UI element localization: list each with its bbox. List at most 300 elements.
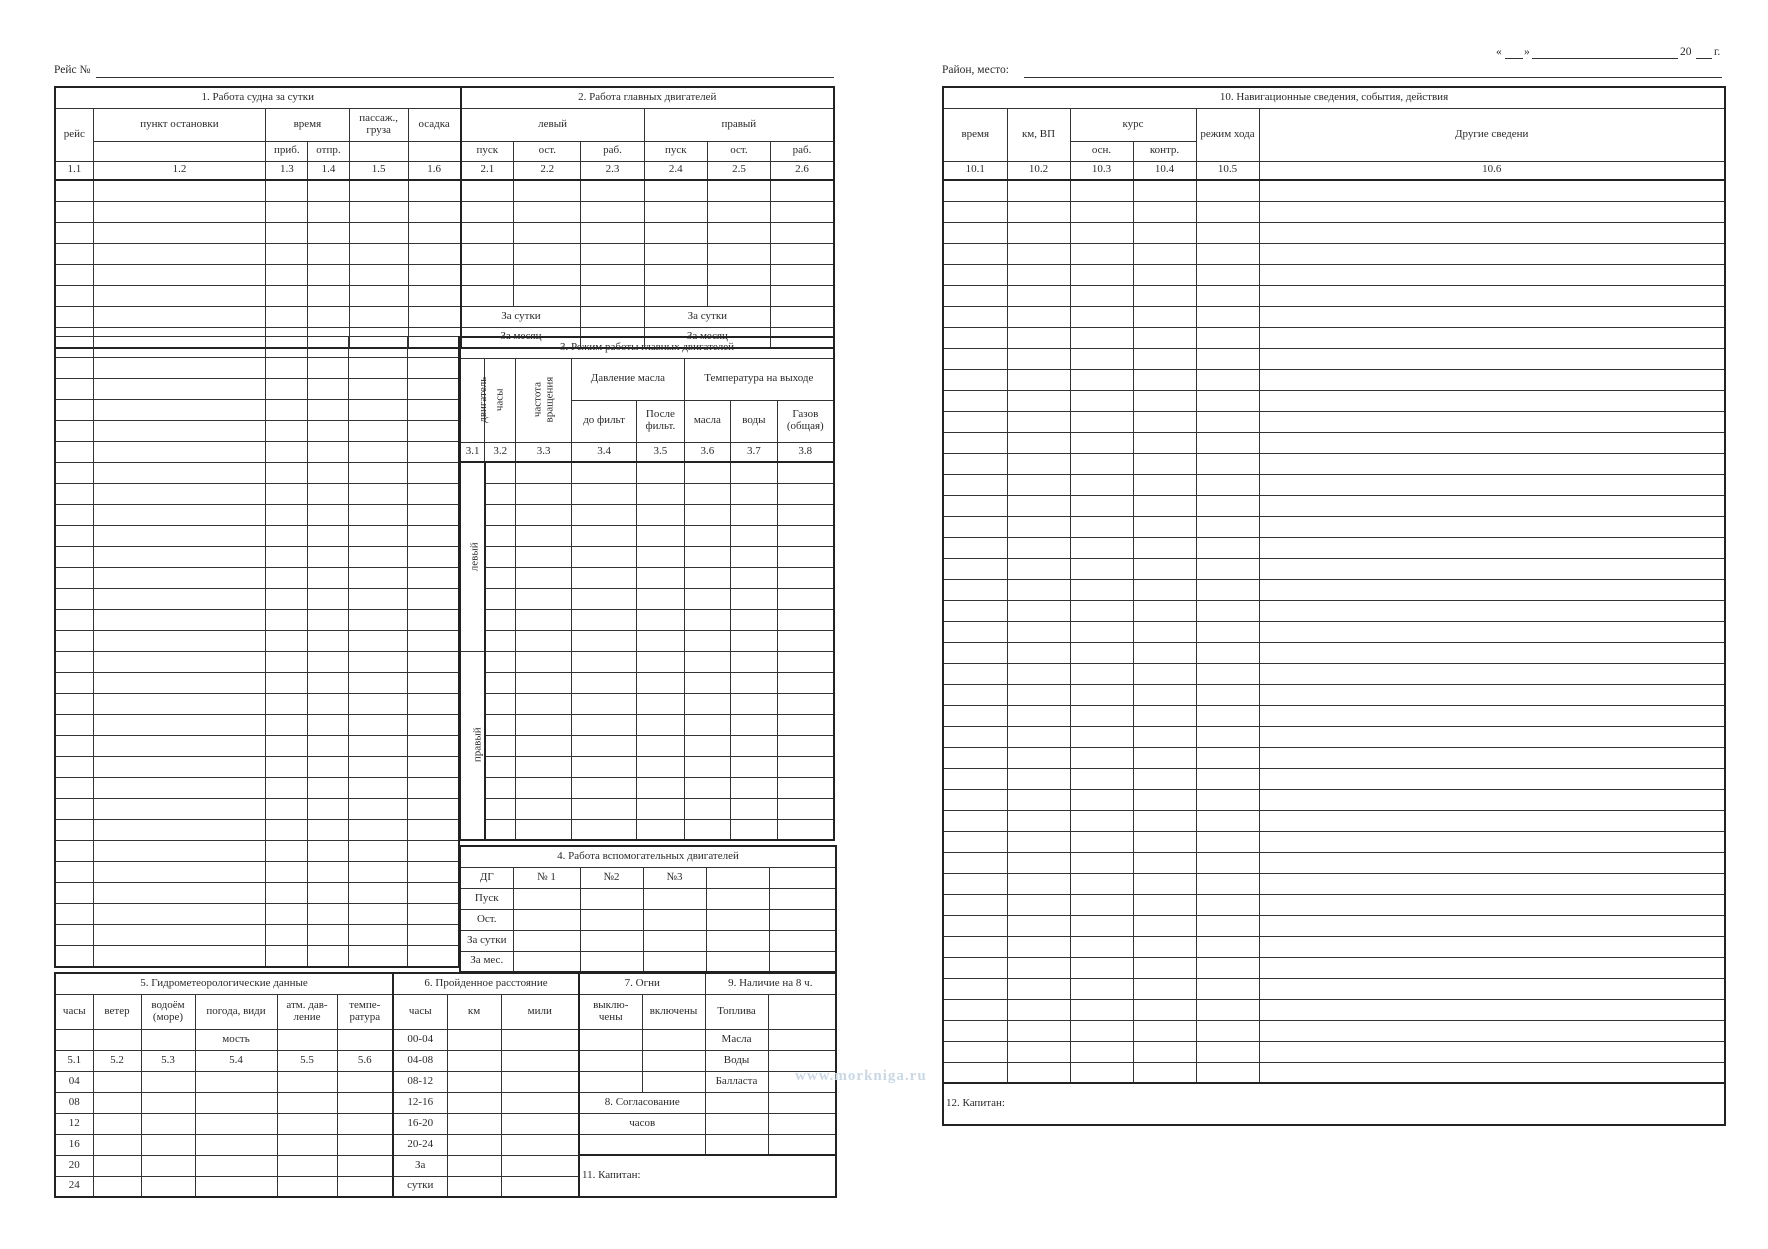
- entry-cell[interactable]: [643, 930, 706, 951]
- entry-cell[interactable]: [637, 672, 685, 693]
- entry-cell[interactable]: [777, 630, 834, 651]
- entry-cell[interactable]: [1259, 999, 1725, 1020]
- entry-cell[interactable]: [55, 505, 93, 526]
- entry-cell[interactable]: [777, 819, 834, 840]
- entry-cell[interactable]: [707, 201, 770, 222]
- entry-cell[interactable]: [408, 222, 460, 243]
- entry-cell[interactable]: [447, 1134, 501, 1155]
- entry-cell[interactable]: [141, 1071, 195, 1092]
- entry-cell[interactable]: [55, 285, 93, 306]
- entry-cell[interactable]: [706, 909, 769, 930]
- entry-cell[interactable]: [516, 609, 572, 630]
- entry-cell[interactable]: [1070, 705, 1133, 726]
- entry-cell[interactable]: [1259, 243, 1725, 264]
- entry-cell[interactable]: [485, 588, 516, 609]
- entry-cell[interactable]: [1196, 999, 1259, 1020]
- entry-cell[interactable]: [1196, 516, 1259, 537]
- entry-cell[interactable]: [93, 841, 265, 862]
- entry-cell[interactable]: [407, 547, 459, 568]
- entry-cell[interactable]: [731, 609, 777, 630]
- entry-cell[interactable]: [1196, 705, 1259, 726]
- entry-cell[interactable]: [265, 421, 307, 442]
- entry-cell[interactable]: [348, 673, 407, 694]
- entry-cell[interactable]: [407, 358, 459, 379]
- entry-cell[interactable]: [943, 726, 1007, 747]
- entry-cell[interactable]: [265, 946, 307, 967]
- entry-cell[interactable]: [407, 505, 459, 526]
- entry-cell[interactable]: [572, 462, 637, 483]
- entry-cell[interactable]: [485, 609, 516, 630]
- entry-cell[interactable]: [1196, 957, 1259, 978]
- entry-cell[interactable]: [485, 735, 516, 756]
- entry-cell[interactable]: [777, 567, 834, 588]
- entry-cell[interactable]: [514, 201, 581, 222]
- entry-cell[interactable]: [195, 1155, 277, 1176]
- entry-cell[interactable]: [348, 463, 407, 484]
- entry-cell[interactable]: [337, 1113, 393, 1134]
- entry-cell[interactable]: [407, 568, 459, 589]
- entry-cell[interactable]: [637, 504, 685, 525]
- entry-cell[interactable]: [1133, 1062, 1196, 1083]
- entry-cell[interactable]: [1070, 999, 1133, 1020]
- entry-cell[interactable]: [1070, 684, 1133, 705]
- entry-cell[interactable]: [1133, 663, 1196, 684]
- entry-cell[interactable]: [1259, 1020, 1725, 1041]
- entry-cell[interactable]: [1196, 894, 1259, 915]
- entry-cell[interactable]: [307, 757, 348, 778]
- entry-cell[interactable]: [731, 714, 777, 735]
- entry-cell[interactable]: [572, 630, 637, 651]
- entry-cell[interactable]: [265, 841, 307, 862]
- entry-cell[interactable]: [1007, 1062, 1070, 1083]
- entry-cell[interactable]: [1133, 537, 1196, 558]
- entry-cell[interactable]: [265, 862, 307, 883]
- entry-cell[interactable]: [516, 693, 572, 714]
- entry-cell[interactable]: [1196, 558, 1259, 579]
- entry-cell[interactable]: [684, 777, 730, 798]
- entry-cell[interactable]: [771, 243, 834, 264]
- entry-cell[interactable]: [55, 778, 93, 799]
- entry-cell[interactable]: [55, 946, 93, 967]
- entry-cell[interactable]: [93, 1176, 141, 1197]
- entry-cell[interactable]: [1259, 390, 1725, 411]
- entry-cell[interactable]: [1070, 495, 1133, 516]
- entry-cell[interactable]: [637, 462, 685, 483]
- entry-cell[interactable]: [731, 588, 777, 609]
- entry-cell[interactable]: [943, 789, 1007, 810]
- entry-cell[interactable]: [581, 285, 644, 306]
- entry-cell[interactable]: [485, 777, 516, 798]
- entry-cell[interactable]: [1070, 747, 1133, 768]
- entry-cell[interactable]: [516, 525, 572, 546]
- entry-cell[interactable]: [516, 777, 572, 798]
- entry-cell[interactable]: [1007, 936, 1070, 957]
- entry-cell[interactable]: [348, 400, 407, 421]
- entry-cell[interactable]: [407, 757, 459, 778]
- entry-cell[interactable]: [637, 714, 685, 735]
- entry-cell[interactable]: [943, 1041, 1007, 1062]
- entry-cell[interactable]: [1133, 180, 1196, 201]
- entry-cell[interactable]: [485, 546, 516, 567]
- entry-cell[interactable]: [1133, 285, 1196, 306]
- entry-cell[interactable]: [348, 883, 407, 904]
- entry-cell[interactable]: [461, 180, 514, 201]
- entry-cell[interactable]: [308, 222, 349, 243]
- entry-cell[interactable]: [777, 693, 834, 714]
- entry-cell[interactable]: [266, 201, 308, 222]
- entry-cell[interactable]: [93, 1113, 141, 1134]
- entry-cell[interactable]: [1133, 999, 1196, 1020]
- entry-cell[interactable]: [1007, 264, 1070, 285]
- entry-cell[interactable]: [93, 400, 265, 421]
- entry-cell[interactable]: [581, 180, 644, 201]
- entry-cell[interactable]: [55, 264, 93, 285]
- entry-cell[interactable]: [407, 862, 459, 883]
- entry-cell[interactable]: [1133, 642, 1196, 663]
- entry-cell[interactable]: [943, 432, 1007, 453]
- entry-cell[interactable]: [943, 705, 1007, 726]
- entry-cell[interactable]: [1070, 453, 1133, 474]
- entry-cell[interactable]: [1007, 411, 1070, 432]
- entry-cell[interactable]: [265, 526, 307, 547]
- entry-cell[interactable]: [266, 222, 308, 243]
- entry-cell[interactable]: [731, 504, 777, 525]
- entry-cell[interactable]: [1196, 390, 1259, 411]
- entry-cell[interactable]: [637, 651, 685, 672]
- entry-cell[interactable]: [265, 631, 307, 652]
- entry-cell[interactable]: [307, 652, 348, 673]
- entry-cell[interactable]: [777, 609, 834, 630]
- entry-cell[interactable]: [1007, 621, 1070, 642]
- entry-cell[interactable]: [1196, 810, 1259, 831]
- entry-cell[interactable]: [1259, 747, 1725, 768]
- entry-cell[interactable]: [943, 1062, 1007, 1083]
- entry-cell[interactable]: [1007, 180, 1070, 201]
- entry-cell[interactable]: [408, 180, 460, 201]
- entry-cell[interactable]: [1007, 516, 1070, 537]
- entry-cell[interactable]: [684, 756, 730, 777]
- entry-cell[interactable]: [501, 1113, 579, 1134]
- entry-cell[interactable]: [731, 735, 777, 756]
- entry-cell[interactable]: [777, 462, 834, 483]
- entry-cell[interactable]: [637, 735, 685, 756]
- entry-cell[interactable]: [1259, 894, 1725, 915]
- entry-cell[interactable]: [407, 379, 459, 400]
- entry-cell[interactable]: [684, 672, 730, 693]
- entry-cell[interactable]: [684, 567, 730, 588]
- clock-sync-field[interactable]: [579, 1134, 705, 1155]
- entry-cell[interactable]: [265, 610, 307, 631]
- entry-cell[interactable]: [1133, 894, 1196, 915]
- entry-cell[interactable]: [1259, 432, 1725, 453]
- entry-cell[interactable]: [1007, 432, 1070, 453]
- entry-cell[interactable]: [307, 736, 348, 757]
- entry-cell[interactable]: [1007, 558, 1070, 579]
- entry-cell[interactable]: [572, 777, 637, 798]
- entry-cell[interactable]: [348, 337, 407, 358]
- entry-cell[interactable]: [1259, 663, 1725, 684]
- entry-cell[interactable]: [265, 673, 307, 694]
- entry-cell[interactable]: [1070, 285, 1133, 306]
- entry-cell[interactable]: [580, 951, 643, 972]
- entry-cell[interactable]: [1196, 978, 1259, 999]
- entry-cell[interactable]: [93, 1134, 141, 1155]
- entry-cell[interactable]: [307, 358, 348, 379]
- entry-cell[interactable]: [485, 819, 516, 840]
- entry-cell[interactable]: [705, 1092, 768, 1113]
- entry-cell[interactable]: [572, 546, 637, 567]
- entry-cell[interactable]: [514, 222, 581, 243]
- entry-cell[interactable]: [266, 264, 308, 285]
- entry-cell[interactable]: [55, 799, 93, 820]
- entry-cell[interactable]: [1007, 957, 1070, 978]
- entry-cell[interactable]: [1007, 537, 1070, 558]
- entry-cell[interactable]: [307, 799, 348, 820]
- entry-cell[interactable]: [513, 951, 580, 972]
- entry-cell[interactable]: [1196, 180, 1259, 201]
- entry-cell[interactable]: [516, 651, 572, 672]
- entry-cell[interactable]: [307, 610, 348, 631]
- entry-cell[interactable]: [706, 951, 769, 972]
- entry-cell[interactable]: [265, 757, 307, 778]
- entry-cell[interactable]: [1070, 180, 1133, 201]
- entry-cell[interactable]: [55, 736, 93, 757]
- entry-cell[interactable]: [1259, 201, 1725, 222]
- entry-cell[interactable]: [1070, 789, 1133, 810]
- entry-cell[interactable]: [707, 222, 770, 243]
- entry-cell[interactable]: [1196, 831, 1259, 852]
- entry-cell[interactable]: [644, 264, 707, 285]
- entry-cell[interactable]: [943, 957, 1007, 978]
- entry-cell[interactable]: [447, 1176, 501, 1197]
- entry-cell[interactable]: [93, 946, 265, 967]
- entry-cell[interactable]: [581, 222, 644, 243]
- entry-cell[interactable]: [1070, 474, 1133, 495]
- entry-cell[interactable]: [731, 546, 777, 567]
- entry-cell[interactable]: [307, 505, 348, 526]
- entry-cell[interactable]: [1259, 306, 1725, 327]
- entry-cell[interactable]: [516, 798, 572, 819]
- entry-cell[interactable]: [1070, 663, 1133, 684]
- entry-cell[interactable]: [93, 1071, 141, 1092]
- entry-cell[interactable]: [943, 264, 1007, 285]
- entry-cell[interactable]: [1259, 495, 1725, 516]
- entry-cell[interactable]: [943, 915, 1007, 936]
- entry-cell[interactable]: [1007, 642, 1070, 663]
- entry-cell[interactable]: [1133, 558, 1196, 579]
- entry-cell[interactable]: [516, 714, 572, 735]
- entry-cell[interactable]: [768, 1113, 836, 1134]
- entry-cell[interactable]: [572, 588, 637, 609]
- entry-cell[interactable]: [93, 631, 265, 652]
- entry-cell[interactable]: [55, 400, 93, 421]
- entry-cell[interactable]: [1070, 894, 1133, 915]
- entry-cell[interactable]: [349, 222, 408, 243]
- entry-cell[interactable]: [55, 358, 93, 379]
- entry-cell[interactable]: [55, 568, 93, 589]
- entry-cell[interactable]: [1196, 348, 1259, 369]
- entry-cell[interactable]: [1133, 411, 1196, 432]
- entry-cell[interactable]: [514, 264, 581, 285]
- entry-cell[interactable]: [1259, 474, 1725, 495]
- entry-cell[interactable]: [265, 778, 307, 799]
- entry-cell[interactable]: [1259, 810, 1725, 831]
- entry-cell[interactable]: [55, 201, 93, 222]
- entry-cell[interactable]: [55, 589, 93, 610]
- entry-cell[interactable]: [731, 777, 777, 798]
- entry-cell[interactable]: [348, 610, 407, 631]
- entry-cell[interactable]: [1196, 852, 1259, 873]
- entry-cell[interactable]: [943, 852, 1007, 873]
- entry-cell[interactable]: [93, 442, 265, 463]
- entry-cell[interactable]: [93, 904, 265, 925]
- entry-cell[interactable]: [461, 222, 514, 243]
- entry-cell[interactable]: [580, 930, 643, 951]
- entry-cell[interactable]: [265, 589, 307, 610]
- entry-cell[interactable]: [684, 693, 730, 714]
- entry-cell[interactable]: [93, 222, 266, 243]
- entry-cell[interactable]: [1133, 852, 1196, 873]
- entry-cell[interactable]: [1007, 579, 1070, 600]
- entry-cell[interactable]: [348, 736, 407, 757]
- entry-cell[interactable]: [55, 463, 93, 484]
- entry-cell[interactable]: [1196, 642, 1259, 663]
- entry-cell[interactable]: [1070, 264, 1133, 285]
- entry-cell[interactable]: [348, 694, 407, 715]
- entry-cell[interactable]: [265, 715, 307, 736]
- entry-cell[interactable]: [1196, 264, 1259, 285]
- entry-cell[interactable]: [768, 1134, 836, 1155]
- entry-cell[interactable]: [501, 1155, 579, 1176]
- entry-cell[interactable]: [1259, 516, 1725, 537]
- entry-cell[interactable]: [407, 673, 459, 694]
- entry-cell[interactable]: [307, 631, 348, 652]
- entry-cell[interactable]: [1070, 390, 1133, 411]
- entry-cell[interactable]: [1133, 726, 1196, 747]
- entry-cell[interactable]: [407, 652, 459, 673]
- entry-cell[interactable]: [277, 1071, 337, 1092]
- entry-cell[interactable]: [93, 337, 265, 358]
- entry-cell[interactable]: [771, 180, 834, 201]
- entry-cell[interactable]: [943, 516, 1007, 537]
- entry-cell[interactable]: [501, 1134, 579, 1155]
- entry-cell[interactable]: [643, 909, 706, 930]
- entry-cell[interactable]: [407, 610, 459, 631]
- entry-cell[interactable]: [307, 904, 348, 925]
- entry-cell[interactable]: [348, 568, 407, 589]
- entry-cell[interactable]: [731, 819, 777, 840]
- entry-cell[interactable]: [706, 930, 769, 951]
- entry-cell[interactable]: [1259, 852, 1725, 873]
- entry-cell[interactable]: [943, 600, 1007, 621]
- entry-cell[interactable]: [1196, 495, 1259, 516]
- entry-cell[interactable]: [349, 285, 408, 306]
- entry-cell[interactable]: [93, 180, 266, 201]
- entry-cell[interactable]: [771, 222, 834, 243]
- entry-cell[interactable]: [644, 222, 707, 243]
- entry-cell[interactable]: [516, 819, 572, 840]
- entry-cell[interactable]: [1196, 432, 1259, 453]
- entry-cell[interactable]: [265, 883, 307, 904]
- entry-cell[interactable]: [731, 567, 777, 588]
- entry-cell[interactable]: [408, 243, 460, 264]
- entry-cell[interactable]: [943, 642, 1007, 663]
- entry-cell[interactable]: [348, 484, 407, 505]
- entry-cell[interactable]: [1007, 852, 1070, 873]
- entry-cell[interactable]: [93, 1092, 141, 1113]
- entry-cell[interactable]: [637, 483, 685, 504]
- entry-cell[interactable]: [572, 819, 637, 840]
- entry-cell[interactable]: [642, 1050, 705, 1071]
- entry-cell[interactable]: [265, 694, 307, 715]
- entry-cell[interactable]: [307, 883, 348, 904]
- entry-cell[interactable]: [447, 1050, 501, 1071]
- entry-cell[interactable]: [93, 694, 265, 715]
- entry-cell[interactable]: [644, 243, 707, 264]
- entry-cell[interactable]: [1070, 1062, 1133, 1083]
- entry-cell[interactable]: [1007, 810, 1070, 831]
- entry-cell[interactable]: [1196, 327, 1259, 348]
- entry-cell[interactable]: [485, 798, 516, 819]
- entry-cell[interactable]: [637, 567, 685, 588]
- entry-cell[interactable]: [447, 1113, 501, 1134]
- entry-cell[interactable]: [684, 714, 730, 735]
- entry-cell[interactable]: [943, 180, 1007, 201]
- entry-cell[interactable]: [1133, 306, 1196, 327]
- entry-cell[interactable]: [943, 222, 1007, 243]
- entry-cell[interactable]: [572, 714, 637, 735]
- entry-cell[interactable]: [55, 715, 93, 736]
- entry-cell[interactable]: [516, 504, 572, 525]
- entry-cell[interactable]: [1007, 306, 1070, 327]
- entry-cell[interactable]: [1259, 348, 1725, 369]
- entry-cell[interactable]: [1133, 957, 1196, 978]
- entry-cell[interactable]: [1070, 621, 1133, 642]
- entry-cell[interactable]: [777, 777, 834, 798]
- entry-cell[interactable]: [407, 484, 459, 505]
- entry-cell[interactable]: [1259, 537, 1725, 558]
- entry-cell[interactable]: [1007, 390, 1070, 411]
- entry-cell[interactable]: [1259, 684, 1725, 705]
- entry-cell[interactable]: [1133, 579, 1196, 600]
- entry-cell[interactable]: [637, 525, 685, 546]
- entry-cell[interactable]: [581, 201, 644, 222]
- entry-cell[interactable]: [55, 841, 93, 862]
- entry-cell[interactable]: [707, 243, 770, 264]
- entry-cell[interactable]: [637, 798, 685, 819]
- entry-cell[interactable]: [55, 222, 93, 243]
- entry-cell[interactable]: [1259, 411, 1725, 432]
- entry-cell[interactable]: [707, 180, 770, 201]
- entry-cell[interactable]: [348, 358, 407, 379]
- entry-cell[interactable]: [1196, 243, 1259, 264]
- entry-cell[interactable]: [1196, 936, 1259, 957]
- entry-cell[interactable]: [1133, 789, 1196, 810]
- entry-cell[interactable]: [408, 306, 460, 327]
- entry-cell[interactable]: [55, 925, 93, 946]
- entry-cell[interactable]: [1007, 369, 1070, 390]
- entry-cell[interactable]: [642, 1029, 705, 1050]
- entry-cell[interactable]: [348, 547, 407, 568]
- entry-cell[interactable]: [1196, 1020, 1259, 1041]
- entry-cell[interactable]: [195, 1071, 277, 1092]
- entry-cell[interactable]: [1196, 915, 1259, 936]
- entry-cell[interactable]: [307, 484, 348, 505]
- entry-cell[interactable]: [1133, 936, 1196, 957]
- entry-cell[interactable]: [461, 243, 514, 264]
- entry-cell[interactable]: [514, 180, 581, 201]
- entry-cell[interactable]: [1070, 915, 1133, 936]
